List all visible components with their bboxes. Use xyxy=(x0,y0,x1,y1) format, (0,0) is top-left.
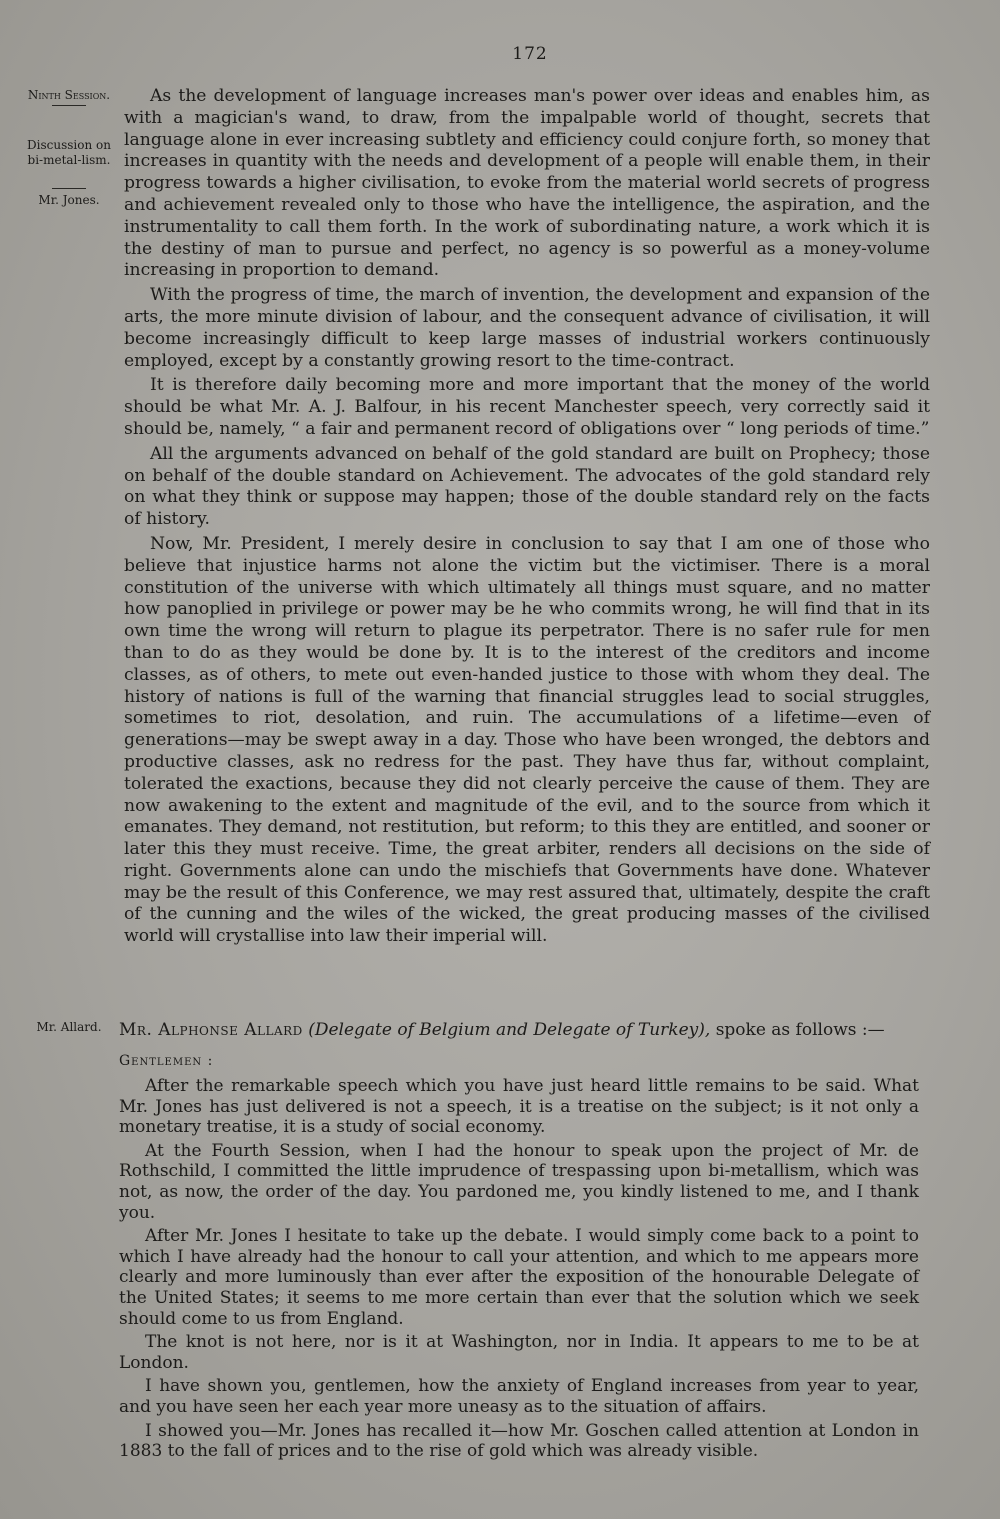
margin-note-speaker-allard: Mr. Allard. xyxy=(36,1020,102,1034)
speaker-label: Mr. Jones. xyxy=(38,193,100,207)
paragraph: After the remarkable speech which you have just heard little remains to be said. What Mr. Jones has just delivered is not a speech, it is a treatise on the subject; is it not only a monetary treatise, it is a study of social economy. xyxy=(119,1076,919,1138)
paragraph: Now, Mr. President, I merely desire in conclusion to say that I am one of those who believe that injustice harms not alone the victim but the victimiser. There is a moral constitution of the universe with which ultimately all things must square, and no matter how panoplied in privilege or power may be he who commits wrong, he will find that in its own time the wrong will return to plague its perpetrator. There is no safer rule for men than to do as they would be done by. It is to the interest of the creditors and income classes, as of others, to mete out even-handed justice to those with whom they deal. The history of nations is full of the warning that financial struggles lead to social struggles, sometimes to riot, desolation, and ruin. The accumulations of a lifetime—even of generations—may be swept away in a day. Those who have been wronged, the debtors and productive classes, ask no redress for the past. They have thus far, without complaint, tolerated the exactions, because they did not clearly perceive the cause of them. They are now awakening to the extent and magnitude of the evil, and to the source from which it emanates. They demand, not restitution, but reform; to this they are entitled, and sooner or later this they must receive. Time, the great arbiter, renders all decisions on the side of right. Governments alone can undo the mischiefs that Governments have done. Whatever may be the result of this Conference, we may rest assured that, ultimately, despite the craft of the cunning and the wiles of the wicked, the great producing masses of the civilised world will crystallise into law their imperial will. xyxy=(124,533,930,947)
paragraph: I have shown you, gentlemen, how the anxiety of England increases from year to year, and you have seen her each year more uneasy as to the situation of affairs. xyxy=(119,1376,919,1417)
speaker-role: (Delegate of Belgium and Delegate of Turkey), xyxy=(308,1020,711,1040)
margin-rule xyxy=(52,105,86,106)
page-number: 172 xyxy=(512,44,548,64)
margin-rule xyxy=(52,188,86,189)
heading-tail: spoke as follows :— xyxy=(715,1020,885,1040)
margin-note-topic: Discussion on bi-metal-lism. xyxy=(27,138,111,167)
margin-note-session xyxy=(18,88,120,110)
paragraph: As the development of language increases man's power over ideas and enables him, as with a magician's wand, to draw, from the impalpable world of thought, secrets that language alone in ever increasing subtlety and efficiency could conjure forth, so money that increases in quantity with the needs and development of a people will enable them, in their progress towards a higher civilisation, to evoke from the material world secrets of progress and achievement revealed only to those who have the intelligence, the aspiration, and the instrumentality to call them forth. In the work of subordinating nature, a work which it is the destiny of man to pursue and perfect, no agency is so powerful as a money-volume increasing in proportion to demand. xyxy=(124,86,930,281)
paragraph: After Mr. Jones I hesitate to take up the debate. I would simply come back to a point to which I have already had the honour to call your attention, and which to me appears more clearly and more luminously than ever after the exposition of the honourable Delegate of the United States; it seems to me more certain than ever that the solution which we seek should come to us from England. xyxy=(119,1226,919,1329)
greeting: Gentlemen : xyxy=(119,1053,214,1069)
allard-speech xyxy=(119,1076,919,1465)
paragraph: All the arguments advanced on behalf of the gold standard are built on Prophecy; those on behalf of the double standard on Achievement. The advocates of the gold standard rely on what they think or suppose may happen; those of the double standard rely on the facts of history. xyxy=(124,443,930,530)
session-label: Ninth Session. xyxy=(27,88,111,102)
jones-speech xyxy=(124,86,930,951)
speaker-name: Mr. Alphonse Allard xyxy=(119,1020,303,1040)
allard-speech-heading xyxy=(119,1020,949,1040)
paragraph: At the Fourth Session, when I had the honour to speak upon the project of Mr. de Rothschild, I committed the little imprudence of trespassing upon bi-metallism, which was not, as now, the order of the day. You pardoned me, you kindly listened to me, and I thank you. xyxy=(119,1140,919,1223)
paragraph: The knot is not here, nor is it at Washington, nor in India. It appears to me to be at London. xyxy=(119,1332,919,1373)
paragraph: I showed you—Mr. Jones has recalled it—how Mr. Goschen called attention at London in 1883 to the fall of prices and to the rise of gold which was already visible. xyxy=(119,1420,919,1462)
paragraph: With the progress of time, the march of invention, the development and expansion of the arts, the more minute division of labour, and the consequent advance of civilisation, it will become increasingly difficult to keep large masses of industrial workers continuously employed, except by a constantly growing resort to the time-contract. xyxy=(124,285,930,371)
margin-note-speaker-jones xyxy=(18,188,120,208)
paragraph: It is therefore daily becoming more and more important that the money of the world should be what Mr. A. J. Balfour, in his recent Manchester speech, very correctly said it should be, namely, “ a fair and permanent record of obligations over “ long periods of time.” xyxy=(124,375,930,439)
